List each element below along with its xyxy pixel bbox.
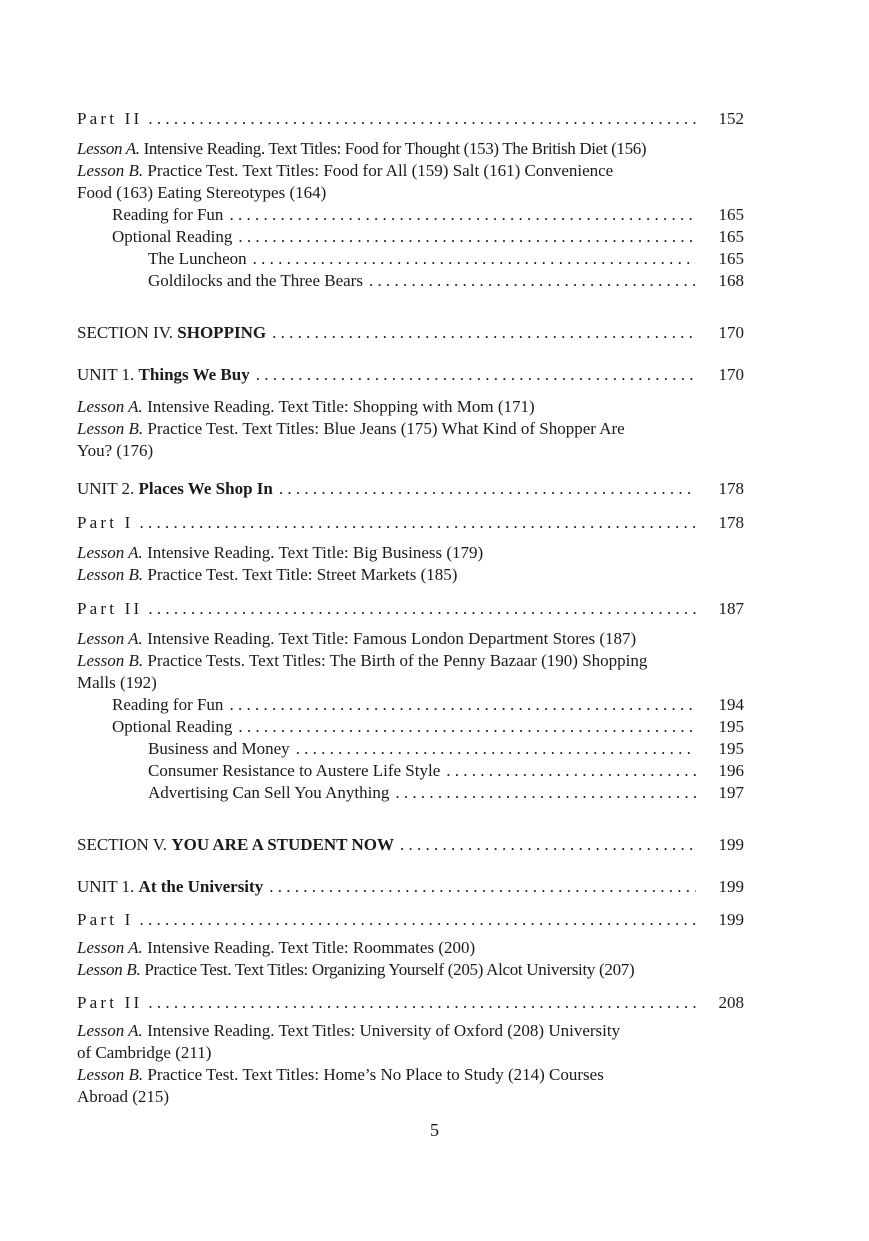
- unit-prefix: UNIT 1.: [77, 365, 135, 384]
- toc-entry-unit-2-places-we-shop-in[interactable]: [77, 478, 744, 500]
- lesson-text: Abroad (215): [77, 1087, 170, 1106]
- lesson-entry: [77, 396, 744, 418]
- lesson-name: Lesson B.: [77, 960, 141, 979]
- page-number: 168: [718, 271, 744, 290]
- lesson-text: Intensive Reading. Text Titles: University of Oxford (208) University: [147, 1021, 621, 1040]
- toc-entry-reading-for-fun[interactable]: [77, 204, 744, 226]
- unit-prefix: UNIT 1.: [77, 877, 135, 896]
- lesson-name: Lesson B.: [77, 1065, 144, 1084]
- toc-entry-unit-1-things-we-buy[interactable]: [77, 364, 744, 386]
- lesson-entry: [77, 1064, 744, 1086]
- lesson-name: Lesson A.: [77, 543, 143, 562]
- lesson-entry-continued: [77, 182, 744, 204]
- entry-label: [77, 478, 273, 500]
- lesson-entry: [77, 1020, 744, 1042]
- lesson-text: Intensive Reading. Text Title: Famous London Department Stores (187): [147, 629, 637, 648]
- toc-entry-part-2[interactable]: [77, 598, 744, 620]
- lesson-name: Lesson B.: [77, 651, 144, 670]
- dot-leader: [296, 738, 696, 760]
- lesson-name: Lesson A.: [77, 1021, 143, 1040]
- section-prefix: SECTION IV.: [77, 323, 174, 342]
- page-number: 199: [718, 910, 744, 929]
- toc-entry-goldilocks[interactable]: [77, 270, 744, 292]
- toc-entry-part-1[interactable]: [77, 909, 744, 931]
- dot-leader: [272, 322, 696, 344]
- toc-entry-section-5[interactable]: [77, 834, 744, 856]
- toc-entry-part-2[interactable]: [77, 992, 744, 1014]
- lesson-text: Intensive Reading. Text Titles: Food for Thought (153) The British Diet (156): [143, 139, 647, 158]
- lesson-name: Lesson A.: [77, 938, 143, 957]
- dot-leader: [279, 478, 696, 500]
- page-number: 165: [718, 227, 744, 246]
- entry-label: Goldilocks and the Three Bears: [148, 271, 363, 290]
- page-number: 165: [718, 249, 744, 268]
- entry-label: Advertising Can Sell You Anything: [148, 783, 390, 802]
- page-number: 170: [718, 365, 744, 384]
- dot-leader: [229, 204, 696, 226]
- lesson-name: Lesson A.: [77, 629, 143, 648]
- lesson-text: Practice Test. Text Titles: Home’s No Place to Study (214) Courses: [147, 1065, 604, 1084]
- toc-entry-part-2[interactable]: [77, 108, 744, 130]
- lesson-text: Intensive Reading. Text Title: Shopping with Mom (171): [147, 397, 535, 416]
- unit-title: Places We Shop In: [138, 479, 273, 498]
- entry-label: [77, 322, 266, 344]
- entry-label: [77, 364, 250, 386]
- lesson-text: Practice Tests. Text Titles: The Birth of the Penny Bazaar (190) Shopping: [147, 651, 648, 670]
- dot-leader: [140, 909, 697, 931]
- page-number: 208: [718, 993, 744, 1012]
- toc-entry-unit-1-at-the-university[interactable]: [77, 876, 744, 898]
- dot-leader: [446, 760, 696, 782]
- page-number: 194: [718, 695, 744, 714]
- toc-entry-optional-reading[interactable]: [77, 226, 744, 248]
- lesson-name: Lesson B.: [77, 161, 144, 180]
- section-title: SHOPPING: [177, 323, 267, 342]
- page-number: 199: [718, 835, 744, 854]
- entry-label: Business and Money: [148, 739, 290, 758]
- toc-entry-section-4[interactable]: [77, 322, 744, 344]
- dot-leader: [369, 270, 696, 292]
- lesson-text: Practice Test. Text Titles: Food for All (159) Salt (161) Convenience: [147, 161, 614, 180]
- lesson-text: of Cambridge (211): [77, 1043, 212, 1062]
- dot-leader: [269, 876, 696, 898]
- lesson-text: Food (163) Eating Stereotypes (164): [77, 183, 327, 202]
- page-number: 195: [718, 739, 744, 758]
- dot-leader: [229, 694, 696, 716]
- lesson-entry: [77, 418, 744, 440]
- page-number: 152: [718, 109, 744, 128]
- toc-entry-advertising[interactable]: [77, 782, 744, 804]
- entry-label: Optional Reading: [112, 227, 233, 246]
- lesson-text: Practice Test. Text Titles: Blue Jeans (175) What Kind of Shopper Are: [147, 419, 625, 438]
- toc-entry-reading-for-fun[interactable]: [77, 694, 744, 716]
- part-label: Part II: [77, 599, 143, 618]
- lesson-text: Intensive Reading. Text Title: Roommates (200): [147, 938, 476, 957]
- page-number: 170: [718, 323, 744, 342]
- entry-label: Optional Reading: [112, 717, 233, 736]
- dot-leader: [148, 992, 696, 1014]
- toc-entry-business-and-money[interactable]: [77, 738, 744, 760]
- toc-entry-optional-reading[interactable]: [77, 716, 744, 738]
- entry-label: [77, 834, 394, 856]
- entry-label: The Luncheon: [148, 249, 247, 268]
- toc-entry-part-1[interactable]: [77, 512, 744, 534]
- dot-leader: [238, 716, 696, 738]
- dot-leader: [238, 226, 696, 248]
- lesson-entry: [77, 650, 744, 672]
- section-prefix: SECTION V.: [77, 835, 168, 854]
- lesson-entry-continued: [77, 1042, 744, 1064]
- dot-leader: [148, 108, 696, 130]
- lesson-text: Intensive Reading. Text Title: Big Business (179): [147, 543, 484, 562]
- part-label: Part II: [77, 993, 143, 1012]
- page-number: 197: [718, 783, 744, 802]
- page-number: 178: [718, 479, 744, 498]
- page-number: 178: [718, 513, 744, 532]
- part-label: Part I: [77, 513, 134, 532]
- page-number: 199: [718, 877, 744, 896]
- dot-leader: [140, 512, 697, 534]
- page-footer-number: 5: [430, 1120, 439, 1140]
- page-number: 196: [718, 761, 744, 780]
- lesson-entry: [77, 542, 744, 564]
- lesson-name: Lesson A.: [77, 139, 140, 158]
- dot-leader: [256, 364, 696, 386]
- lesson-entry-continued: [77, 672, 744, 694]
- unit-prefix: UNIT 2.: [77, 479, 135, 498]
- table-of-contents: [77, 108, 744, 1108]
- lesson-text: Practice Test. Text Title: Street Markets (185): [147, 565, 458, 584]
- lesson-name: Lesson B.: [77, 419, 144, 438]
- lesson-entry: [77, 564, 744, 586]
- entry-label: Reading for Fun: [112, 205, 224, 224]
- dot-leader: [148, 598, 696, 620]
- unit-title: Things We Buy: [138, 365, 250, 384]
- lesson-entry: [77, 628, 744, 650]
- page-number: 165: [718, 205, 744, 224]
- lesson-name: Lesson B.: [77, 565, 144, 584]
- page-number: 187: [718, 599, 744, 618]
- entry-label: Reading for Fun: [112, 695, 224, 714]
- lesson-entry: [77, 937, 744, 959]
- toc-entry-the-luncheon[interactable]: [77, 248, 744, 270]
- dot-leader: [253, 248, 696, 270]
- lesson-entry-continued: [77, 440, 744, 462]
- section-title: YOU ARE A STUDENT NOW: [171, 835, 394, 854]
- dot-leader: [395, 782, 696, 804]
- lesson-text: Malls (192): [77, 673, 157, 692]
- lesson-text: You? (176): [77, 441, 154, 460]
- lesson-name: Lesson A.: [77, 397, 143, 416]
- entry-label: Consumer Resistance to Austere Life Style: [148, 761, 441, 780]
- lesson-entry: [77, 138, 744, 160]
- part-label: Part II: [77, 109, 143, 128]
- lesson-text: Practice Test. Text Titles: Organizing Yourself (205) Alcot University (207): [144, 960, 635, 979]
- page-number: 195: [718, 717, 744, 736]
- part-label: Part I: [77, 910, 134, 929]
- toc-entry-consumer-resistance[interactable]: [77, 760, 744, 782]
- entry-label: [77, 876, 263, 898]
- unit-title: At the University: [138, 877, 264, 896]
- lesson-entry-continued: [77, 1086, 744, 1108]
- dot-leader: [400, 834, 696, 856]
- lesson-entry: [77, 160, 744, 182]
- lesson-entry: [77, 959, 744, 981]
